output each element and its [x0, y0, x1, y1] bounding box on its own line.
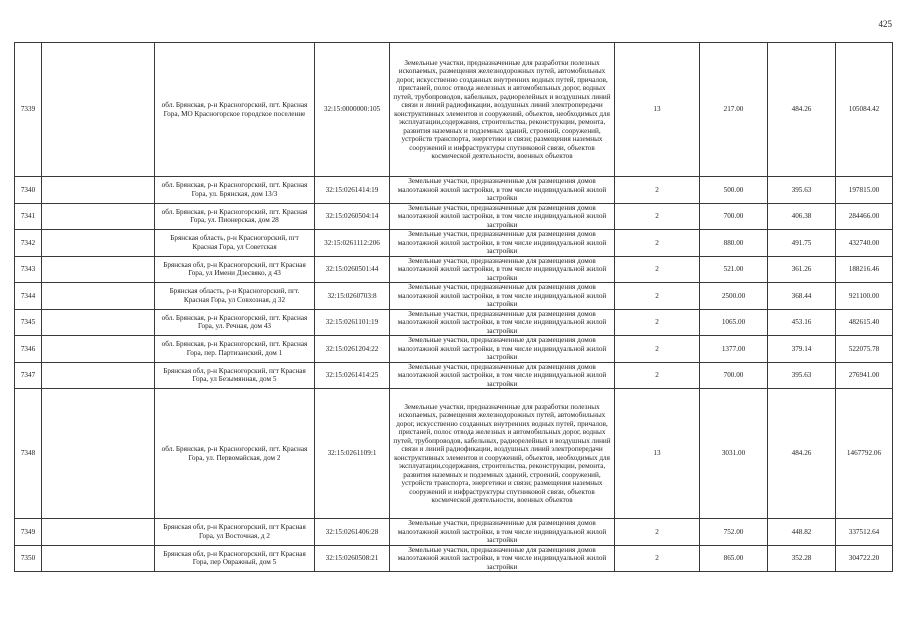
area-value: 700.00 — [700, 362, 768, 389]
land-use-description: Земельные участки, предназначенные для размещения домов малоэтажной жилой застройки, в том числе индивидуальной жилой застройки — [390, 203, 615, 230]
land-use-description: Земельные участки, предназначенные для размещения домов малоэтажной жилой застройки, в том числе индивидуальной жилой застройки — [390, 519, 615, 546]
category-code: 13 — [615, 43, 700, 177]
row-number: 7340 — [15, 177, 42, 204]
row-number: 7341 — [15, 203, 42, 230]
category-code: 2 — [615, 177, 700, 204]
empty-cell — [42, 256, 155, 283]
cadastral-number: 32:15:0000000:105 — [315, 43, 390, 177]
area-value: 3031.00 — [700, 389, 768, 519]
land-registry-table — [14, 42, 893, 572]
specific-price: 406.38 — [768, 203, 836, 230]
land-use-description: Земельные участки, предназначенные для размещения домов малоэтажной жилой застройки, в том числе индивидуальной жилой застройки — [390, 362, 615, 389]
area-value: 217.00 — [700, 43, 768, 177]
address-cell: обл. Брянская, р-н Красногорский, пгт. Красная Гора, МО Красногорское городское поселение — [155, 43, 315, 177]
empty-cell — [42, 309, 155, 336]
empty-cell — [42, 177, 155, 204]
land-use-description: Земельные участки, предназначенные для размещения домов малоэтажной жилой застройки, в том числе индивидуальной жилой застройки — [390, 309, 615, 336]
cadastral-cost: 337512.64 — [836, 519, 893, 546]
land-use-description: Земельные участки, предназначенные для разработки полезных ископаемых, размещения железнодорожных путей, автомобильных дорог, искусственно созданных внутренних водных путей, причалов, пристаней, полос отвода железных и автомобильных дорог, водных путей, трубопроводов, кабельных, радиорелейных и воздушных линий связи и линий радиофикации, воздушных линий электропередачи конструктивных элементов и сооружений, объектов, необходимых для эксплуатации,содержания, строительства, реконструкции, ремонта, развития наземных и подземных зданий, строений, сооружений, устройств транспорта, энергетики и связи; размещения наземных сооружений и инфраструктуры спутниковой связи, объектов космической деятельности, военных объектов — [390, 43, 615, 177]
cadastral-number: 32:15:0261204:22 — [315, 336, 390, 363]
cadastral-cost: 921100.00 — [836, 283, 893, 310]
cadastral-cost: 105084.42 — [836, 43, 893, 177]
area-value: 700.00 — [700, 203, 768, 230]
specific-price: 395.63 — [768, 362, 836, 389]
row-number: 7346 — [15, 336, 42, 363]
cadastral-number: 32:15:0260703:8 — [315, 283, 390, 310]
empty-cell — [42, 389, 155, 519]
area-value: 2500.00 — [700, 283, 768, 310]
table-row — [15, 362, 893, 389]
address-cell: обл. Брянская, р-н Красногорский, пгт. Красная Гора, ул. Первомайская, дом 2 — [155, 389, 315, 519]
cadastral-number: 32:15:0260501:44 — [315, 256, 390, 283]
cadastral-cost: 432740.00 — [836, 230, 893, 257]
cadastral-number: 32:15:0261109:1 — [315, 389, 390, 519]
cadastral-number: 32:15:0261406:28 — [315, 519, 390, 546]
empty-cell — [42, 519, 155, 546]
area-value: 500.00 — [700, 177, 768, 204]
category-code: 13 — [615, 389, 700, 519]
cadastral-number: 32:15:0261101:19 — [315, 309, 390, 336]
address-cell: обл. Брянская, р-н Красногорский, пгт. Красная Гора, ул. Брянская, дом 13/3 — [155, 177, 315, 204]
table-row — [15, 256, 893, 283]
cadastral-cost: 304722.20 — [836, 545, 893, 572]
area-value: 1377.00 — [700, 336, 768, 363]
category-code: 2 — [615, 545, 700, 572]
specific-price: 491.75 — [768, 230, 836, 257]
area-value: 752.00 — [700, 519, 768, 546]
area-value: 521.00 — [700, 256, 768, 283]
land-use-description: Земельные участки, предназначенные для размещения домов малоэтажной жилой застройки, в том числе индивидуальной жилой застройки — [390, 283, 615, 310]
page-number: 425 — [878, 19, 892, 29]
empty-cell — [42, 336, 155, 363]
cadastral-number: 32:15:0261112:206 — [315, 230, 390, 257]
empty-cell — [42, 43, 155, 177]
address-cell: обл. Брянская, р-н Красногорский, пгт. Красная Гора, ул. Пионерская, дом 28 — [155, 203, 315, 230]
empty-cell — [42, 545, 155, 572]
address-cell: Брянская обл, р-н Красногорский, пгт Красная Гора, пер Овражный, дом 5 — [155, 545, 315, 572]
specific-price: 379.14 — [768, 336, 836, 363]
specific-price: 484.26 — [768, 43, 836, 177]
table-row — [15, 545, 893, 572]
cadastral-cost: 284466.00 — [836, 203, 893, 230]
address-cell: Брянская область, р-н Красногорский, пгт Красная Гора, ул Советская — [155, 230, 315, 257]
category-code: 2 — [615, 362, 700, 389]
address-cell: Брянская обл, р-н Красногорский, пгт Красная Гора, ул Безымянная, дом 5 — [155, 362, 315, 389]
address-cell: Брянская область, р-н Красногорский, пгт. Красная Гора, ул Совхозная, д 32 — [155, 283, 315, 310]
specific-price: 361.26 — [768, 256, 836, 283]
category-code: 2 — [615, 203, 700, 230]
empty-cell — [42, 230, 155, 257]
land-use-description: Земельные участки, предназначенные для размещения домов малоэтажной жилой застройки, в том числе индивидуальной жилой застройки — [390, 230, 615, 257]
empty-cell — [42, 362, 155, 389]
specific-price: 352.28 — [768, 545, 836, 572]
row-number: 7342 — [15, 230, 42, 257]
row-number: 7339 — [15, 43, 42, 177]
table-row — [15, 230, 893, 257]
cadastral-cost: 1467792.06 — [836, 389, 893, 519]
row-number: 7348 — [15, 389, 42, 519]
area-value: 865.00 — [700, 545, 768, 572]
row-number: 7347 — [15, 362, 42, 389]
row-number: 7349 — [15, 519, 42, 546]
specific-price: 453.16 — [768, 309, 836, 336]
row-number: 7344 — [15, 283, 42, 310]
category-code: 2 — [615, 336, 700, 363]
table-row — [15, 336, 893, 363]
table-row — [15, 177, 893, 204]
category-code: 2 — [615, 256, 700, 283]
land-use-description: Земельные участки, предназначенные для размещения домов малоэтажной жилой застройки, в том числе индивидуальной жилой застройки — [390, 336, 615, 363]
area-value: 1065.00 — [700, 309, 768, 336]
row-number: 7345 — [15, 309, 42, 336]
address-cell: Брянская обл, р-н Красногорский, пгт Красная Гора, ул Восточная, д 2 — [155, 519, 315, 546]
cadastral-number: 32:15:0261414:19 — [315, 177, 390, 204]
category-code: 2 — [615, 283, 700, 310]
land-use-description: Земельные участки, предназначенные для разработки полезных ископаемых, размещения железнодорожных путей, автомобильных дорог, искусственно созданных внутренних водных путей, причалов, пристаней, полос отвода железных и автомобильных дорог, водных путей, трубопроводов, кабельных, радиорелейных и воздушных линий связи и линий радиофикации, воздушных линий электропередачи конструктивных элементов и сооружений, объектов, необходимых для эксплуатации,содержания, строительства, реконструкции, ремонта, развития наземных и подземных зданий, строений, сооружений, устройств транспорта, энергетики и связи; размещения наземных сооружений и инфраструктуры спутниковой связи, объектов космической деятельности, военных объектов — [390, 389, 615, 519]
table-body — [15, 43, 893, 572]
land-use-description: Земельные участки, предназначенные для размещения домов малоэтажной жилой застройки, в том числе индивидуальной жилой застройки — [390, 256, 615, 283]
specific-price: 448.82 — [768, 519, 836, 546]
table-row — [15, 389, 893, 519]
cadastral-number: 32:15:0260504:14 — [315, 203, 390, 230]
empty-cell — [42, 283, 155, 310]
area-value: 880.00 — [700, 230, 768, 257]
specific-price: 395.63 — [768, 177, 836, 204]
row-number: 7350 — [15, 545, 42, 572]
row-number: 7343 — [15, 256, 42, 283]
cadastral-cost: 188216.46 — [836, 256, 893, 283]
land-use-description: Земельные участки, предназначенные для размещения домов малоэтажной жилой застройки, в том числе индивидуальной жилой застройки — [390, 545, 615, 572]
address-cell: обл. Брянская, р-н Красногорский, пгт. Красная Гора, ул. Речная, дом 43 — [155, 309, 315, 336]
cadastral-cost: 197815.00 — [836, 177, 893, 204]
empty-cell — [42, 203, 155, 230]
table-row — [15, 283, 893, 310]
cadastral-cost: 276941.00 — [836, 362, 893, 389]
category-code: 2 — [615, 309, 700, 336]
table-row — [15, 203, 893, 230]
cadastral-number: 32:15:0261414:25 — [315, 362, 390, 389]
specific-price: 484.26 — [768, 389, 836, 519]
table-row — [15, 519, 893, 546]
cadastral-cost: 482615.40 — [836, 309, 893, 336]
address-cell: обл. Брянская, р-н Красногорский, пгт. Красная Гора, пер. Партизанский, дом 1 — [155, 336, 315, 363]
table-row — [15, 309, 893, 336]
cadastral-cost: 522075.78 — [836, 336, 893, 363]
address-cell: Брянская обл, р-н Красногорский, пгт Красная Гора, ул Имени Дзесвяко, д 43 — [155, 256, 315, 283]
specific-price: 368.44 — [768, 283, 836, 310]
cadastral-number: 32:15:0260508:21 — [315, 545, 390, 572]
category-code: 2 — [615, 519, 700, 546]
table-row — [15, 43, 893, 177]
category-code: 2 — [615, 230, 700, 257]
land-use-description: Земельные участки, предназначенные для размещения домов малоэтажной жилой застройки, в том числе индивидуальной жилой застройки — [390, 177, 615, 204]
